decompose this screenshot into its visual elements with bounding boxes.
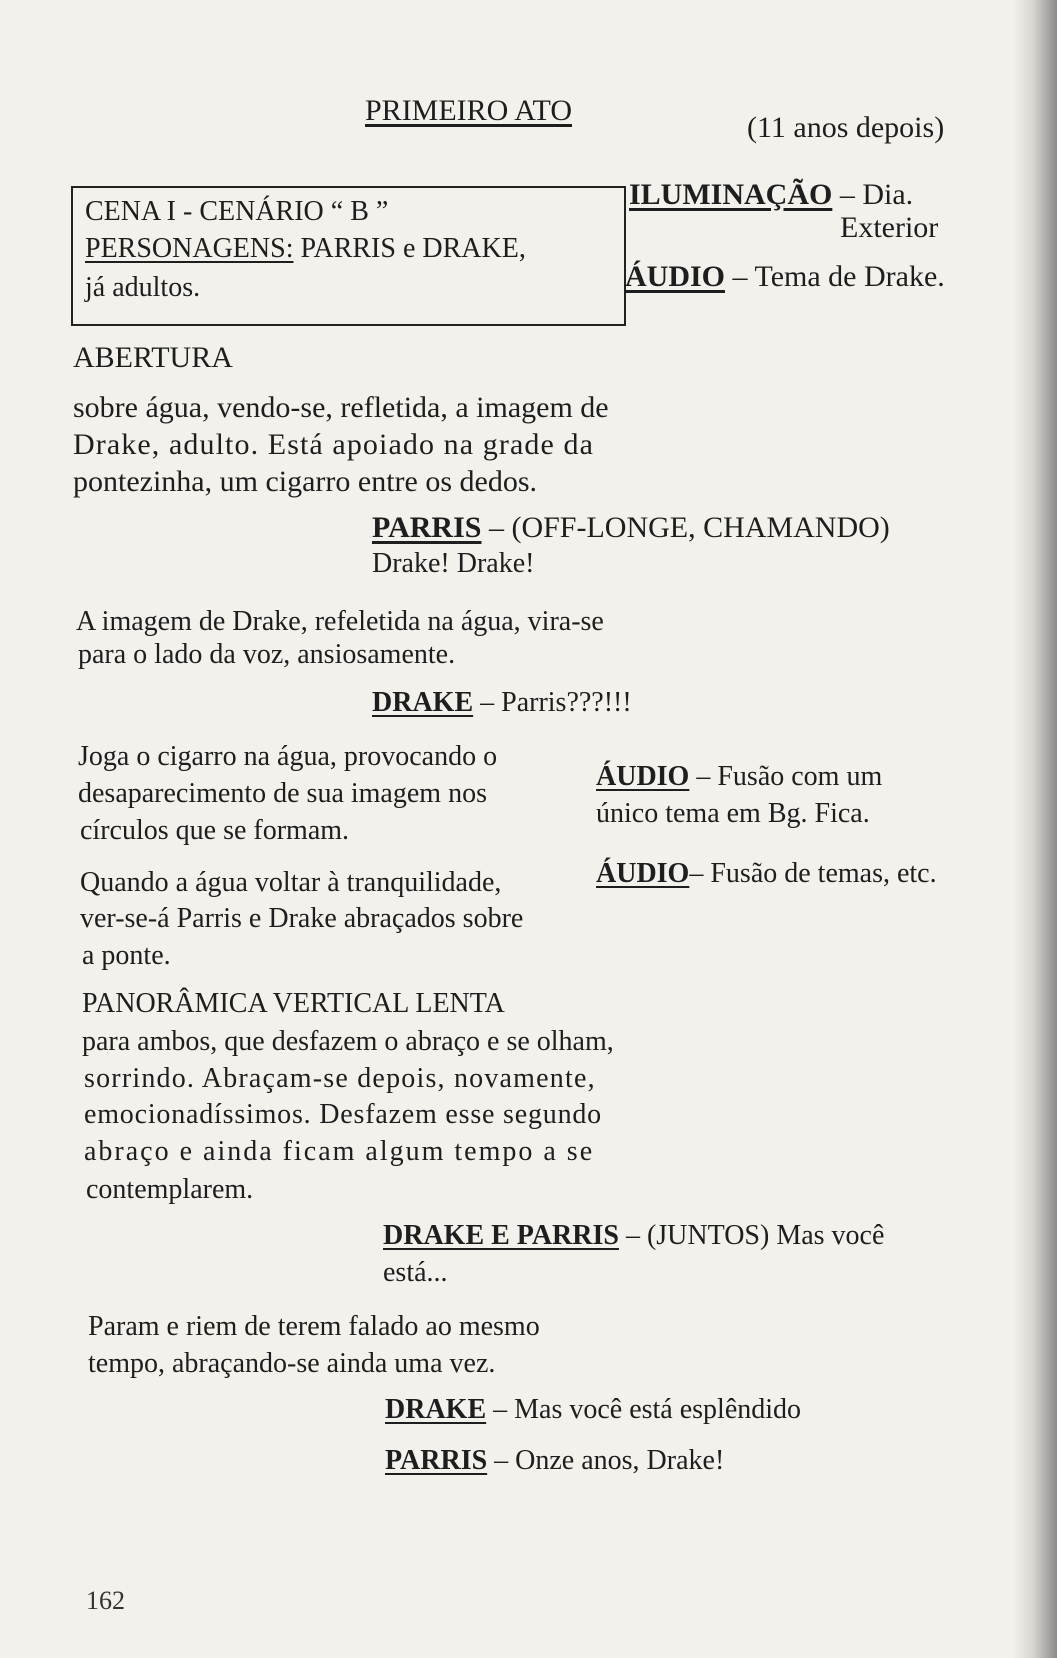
speaker-name: DRAKE [372, 687, 474, 718]
opening-line: Drake, adulto. Está apoiado na grade da [73, 428, 595, 461]
action-line: para o lado da voz, ansiosamente. [78, 639, 456, 670]
lighting-sep: – [832, 178, 863, 211]
opening-line: pontezinha, um cigarro entre os dedos. [73, 465, 538, 498]
lighting-line [629, 180, 913, 210]
dialogue-text: – Parris???!!! [473, 687, 632, 718]
lighting-value-2: Exterior [840, 211, 939, 244]
scene-box [71, 186, 626, 326]
audio-label: ÁUDIO [625, 260, 726, 293]
speaker-name: DRAKE E PARRIS [383, 1220, 619, 1251]
panoramic-line: sorrindo. Abraçam-se depois, novamente, [84, 1063, 596, 1094]
speaker-name: PARRIS [385, 1445, 488, 1476]
dialogue-direction-line [383, 1222, 884, 1250]
stage-direction: – (OFF-LONGE, CHAMANDO) [481, 511, 890, 544]
audio-label: ÁUDIO [596, 761, 690, 792]
lighting-value: Dia. [862, 178, 914, 211]
audio-value: – Fusão com um [689, 761, 883, 792]
stage-direction: – (JUNTOS) Mas você [618, 1220, 885, 1251]
speaker-name: PARRIS [372, 511, 482, 544]
dialogue-text: – Onze anos, Drake! [487, 1445, 725, 1476]
dialogue-direction-line [372, 513, 890, 543]
action-line: tempo, abraçando-se ainda uma vez. [88, 1348, 496, 1379]
action-line: círculos que se formam. [80, 815, 350, 846]
characters-note: já adultos. [85, 272, 201, 303]
dialogue-line: está... [383, 1257, 448, 1288]
dialogue-line [372, 689, 632, 717]
audio-line-2b: único tema em Bg. Fica. [596, 798, 870, 829]
page-number: 162 [86, 1586, 125, 1615]
act-title: PRIMEIRO ATO [365, 94, 572, 127]
action-line: Joga o cigarro na água, provocando o [78, 741, 498, 772]
action-line: a ponte. [82, 940, 171, 971]
panoramic-line: contemplarem. [86, 1174, 254, 1205]
opening-line: sobre água, vendo-se, refletida, a imagem de [73, 391, 609, 424]
audio-line-1 [625, 262, 945, 292]
action-line: desaparecimento de sua imagem nos [78, 778, 487, 809]
panoramic-heading: PANORÂMICA VERTICAL LENTA [82, 988, 505, 1019]
audio-label: ÁUDIO [596, 858, 690, 889]
action-line: Param e riem de terem falado ao mesmo [88, 1311, 540, 1342]
audio-value: – Tema de Drake. [725, 260, 945, 293]
action-line: A imagem de Drake, refeletida na água, vira-se [76, 606, 604, 637]
panoramic-line: emocionadíssimos. Desfazem esse segundo [84, 1099, 602, 1130]
characters-label: PERSONAGENS: [85, 233, 294, 264]
dialogue-line: Drake! Drake! [372, 548, 535, 579]
audio-line-3 [596, 860, 937, 888]
audio-line-2 [596, 763, 882, 791]
dialogue-text: – Mas você está esplêndido [486, 1394, 802, 1425]
action-line: ver-se-á Parris e Drake abraçados sobre [80, 903, 524, 934]
page-gutter-shadow [1013, 0, 1057, 1658]
panoramic-line: para ambos, que desfazem o abraço e se olham, [82, 1026, 614, 1057]
action-line: Quando a água voltar à tranquilidade, [80, 867, 502, 898]
audio-value: – Fusão de temas, etc. [689, 858, 937, 889]
opening-heading: ABERTURA [73, 341, 233, 374]
speaker-name: DRAKE [385, 1394, 487, 1425]
dialogue-line [385, 1396, 801, 1424]
characters-line [85, 235, 526, 263]
scene-line: CENA I - CENÁRIO “ B ” [85, 196, 389, 227]
characters-names: PARRIS e DRAKE, [293, 233, 526, 264]
dialogue-line [385, 1447, 724, 1475]
panoramic-line: abraço e ainda ficam algum tempo a se [84, 1136, 595, 1167]
time-note: (11 anos depois) [747, 111, 945, 144]
lighting-label: ILUMINAÇÃO [629, 178, 833, 211]
